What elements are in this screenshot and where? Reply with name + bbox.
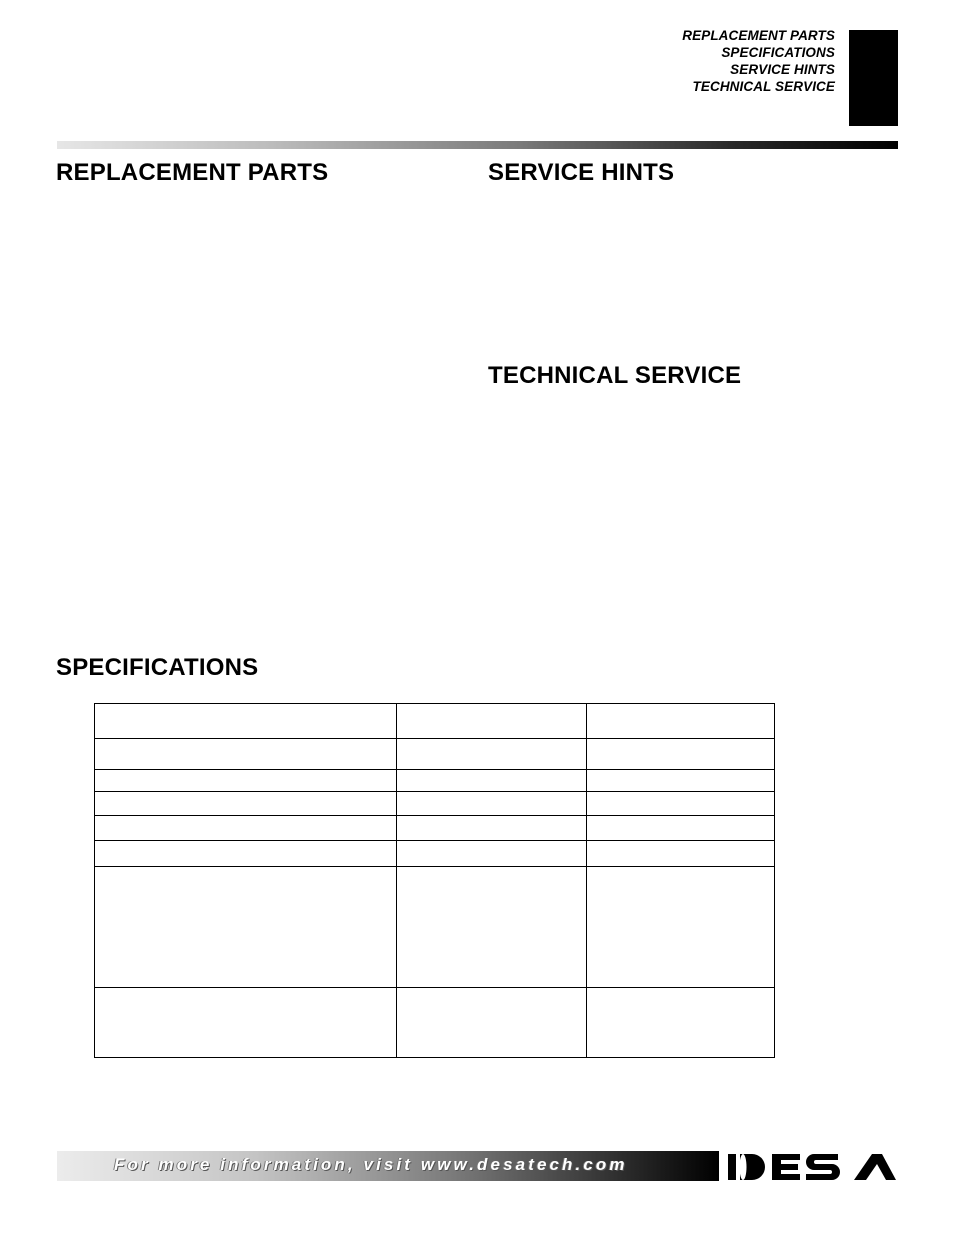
table-cell xyxy=(397,841,587,867)
desa-logo xyxy=(726,1150,898,1184)
table-cell xyxy=(95,704,397,739)
table-cell xyxy=(95,739,397,770)
section-tab xyxy=(849,30,898,126)
heading-specifications: SPECIFICATIONS xyxy=(56,654,259,681)
table-row xyxy=(95,988,775,1058)
table-cell xyxy=(397,867,587,988)
table-row xyxy=(95,816,775,841)
footer-website-text[interactable]: For more information, visit www.desatech.com xyxy=(114,1155,628,1174)
table-cell xyxy=(397,704,587,739)
table-cell xyxy=(95,867,397,988)
toc-item-replacement-parts[interactable]: REPLACEMENT PARTS xyxy=(682,28,835,43)
table-cell xyxy=(587,739,775,770)
toc-item-specifications[interactable]: SPECIFICATIONS xyxy=(721,45,835,60)
table-cell xyxy=(587,988,775,1058)
table-row xyxy=(95,841,775,867)
toc-item-technical-service[interactable]: TECHNICAL SERVICE xyxy=(692,79,835,94)
table-cell xyxy=(587,770,775,792)
heading-service-hints: SERVICE HINTS xyxy=(488,159,675,186)
table-cell xyxy=(397,739,587,770)
table-cell xyxy=(95,841,397,867)
table-cell xyxy=(95,988,397,1058)
table-cell xyxy=(397,816,587,841)
table-row xyxy=(95,867,775,988)
table-cell xyxy=(95,792,397,816)
table-row xyxy=(95,739,775,770)
header-gradient-rule xyxy=(57,141,898,149)
table-cell xyxy=(587,816,775,841)
table-row xyxy=(95,704,775,739)
table-cell xyxy=(397,792,587,816)
table-cell xyxy=(587,867,775,988)
section-index xyxy=(682,27,835,95)
table-cell xyxy=(95,770,397,792)
table-cell xyxy=(397,770,587,792)
table-cell xyxy=(397,988,587,1058)
table-cell xyxy=(587,792,775,816)
table-cell xyxy=(587,704,775,739)
table-cell xyxy=(587,841,775,867)
heading-technical-service: TECHNICAL SERVICE xyxy=(488,362,742,389)
table-row xyxy=(95,770,775,792)
specifications-table xyxy=(94,703,775,1058)
table-row xyxy=(95,792,775,816)
toc-item-service-hints[interactable]: SERVICE HINTS xyxy=(730,62,835,77)
heading-replacement-parts: REPLACEMENT PARTS xyxy=(56,159,329,186)
table-cell xyxy=(95,816,397,841)
